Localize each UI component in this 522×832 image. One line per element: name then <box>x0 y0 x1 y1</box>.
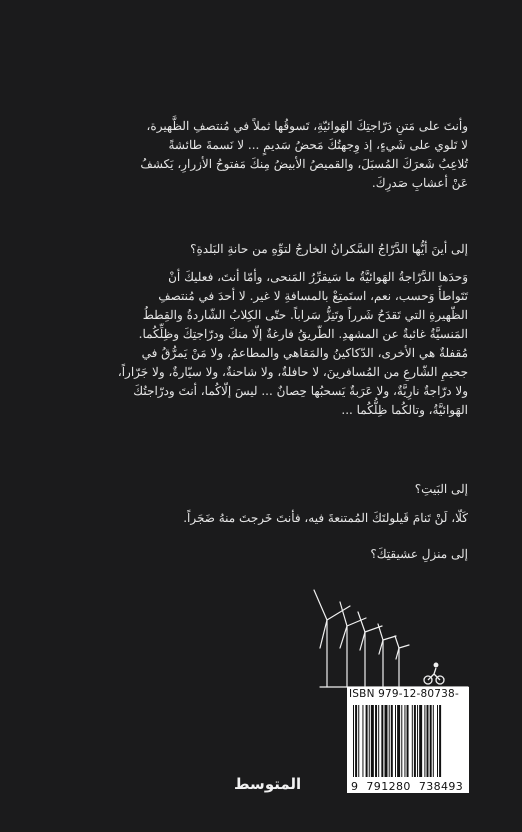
barcode-bar <box>430 705 432 777</box>
barcode-group-2: 738493 <box>418 779 464 793</box>
barcode-bar <box>407 705 409 777</box>
paragraph-4-text: إلى البَيتِ؟ <box>414 482 468 496</box>
barcode-bar <box>353 705 354 777</box>
barcode-bar <box>427 705 429 777</box>
barcode-bar <box>358 705 359 777</box>
barcode-bar <box>419 705 422 777</box>
barcode-group-1: 791280 <box>366 779 411 793</box>
barcode-bar <box>414 705 416 777</box>
barcode-bar <box>404 705 405 777</box>
wind-turbines-illustration <box>300 588 472 688</box>
barcode-bar <box>381 705 383 777</box>
barcode-bar <box>355 705 357 777</box>
barcode-digits <box>347 779 469 793</box>
barcode-bar <box>366 705 368 777</box>
barcode-bar <box>385 705 388 777</box>
barcode-bar <box>401 705 402 777</box>
barcode-bar <box>433 705 434 777</box>
barcode-bar <box>391 705 393 777</box>
paragraph-5-text: كَلّا، لَنْ تَنامَ قَيلولتَكَ المُمتنعةَ فيه، فأنتَ خَرجتَ منهُ ضَجَراً. <box>183 511 468 525</box>
barcode <box>347 701 469 779</box>
paragraph-question-1 <box>104 240 468 259</box>
paragraph-answer <box>104 509 468 528</box>
barcode-bar <box>395 705 396 777</box>
barcode-bar <box>371 705 374 777</box>
barcode-bar <box>397 705 400 777</box>
barcode-bar <box>362 705 363 777</box>
paragraph-2-text: إلى أينَ أيُّها الدَّرّاجُ السَّكرانُ الخارجُ لتوِّهِ من حانةِ البَلدةِ؟ <box>190 242 468 256</box>
publisher-logo: المتوسط <box>234 775 302 793</box>
paragraph-1-text: وأنتَ على مَتنِ دَرّاجتِكَ الهَوائيّةِ، تَسوقُها ثملاً في مُنتصفِ الظَّهيرة، لا تَلوي على شَيءٍ، إذ وِجهتُكَ مَحضُ سَديمٍ ... لا نَسمةَ طائشةً تُلاعِبُ شَعرَكَ المُسبَلَ، والقميصُ الأبيضُ مِنكَ مَفتوحُ الأزرارِ، يَكشفُ عَنْ أعشابِ صَدرِكَ. <box>140 119 468 190</box>
barcode-bar <box>412 705 413 777</box>
barcode-bar <box>417 705 418 777</box>
paragraph-opening <box>104 117 468 193</box>
isbn-label: ISBN 979-12-80738- <box>347 687 469 712</box>
paragraph-main <box>104 268 468 420</box>
paragraph-6-text: إلى منزلِ عشيقتِكَ؟ <box>370 547 468 561</box>
barcode-bar <box>437 705 438 777</box>
barcode-bar <box>369 705 370 777</box>
barcode-bar <box>439 705 441 777</box>
cyclist-icon <box>424 663 444 684</box>
paragraph-question-3 <box>104 545 468 564</box>
paragraph-question-2 <box>104 480 468 499</box>
barcode-bar <box>424 705 425 777</box>
barcode-first-digit: 9 <box>351 779 359 793</box>
paragraph-3-text: وَحدَها الدَّرّاجةُ الهَوائيَّةُ ما سَيقرِّرُ المَنحى، وأمّا أنتَ، فعليكَ أنْ تَتَواطأَ وَحسب، نعم، استَمتِعْ بالمسافةِ لا غير. لا أحدَ في مُنتصفِ الظّهيرةِ التي تَقدَحُ شَرراً وتَنِزُّ سَراباً. حتّى الكِلابُ الشّاردةُ والقِططُ المَنسيَّةُ غائبةٌ عن المشهدِ. الطّريقُ فارغةٌ إلّا منكَ ودرّاجتِكَ وظِلِّكُما. مُقفلةٌ هي الأخرى، الدّكاكينُ والمَقاهي والمطاعمُ، ولا مَنْ يَمرُّقُ في جحيمِ الشّارعِ من المُسافرينَ، لا حافلةٌ، ولا شاحنةٌ، ولا سيّارةٌ، ولا جَرّاراً، ولا درّاجةٌ نارِيَّةٌ، ولا عَرَبةٌ يَسحبُها حِصانٌ ... ليسَ إلّاكُما، أنتَ ودرّاجتُكَ الهَوائيَّةُ، وتالكُما ظِلُّكُما ... <box>117 270 468 417</box>
barcode-bar <box>375 705 377 777</box>
barcode-bar <box>389 705 390 777</box>
barcode-bar <box>378 705 379 777</box>
